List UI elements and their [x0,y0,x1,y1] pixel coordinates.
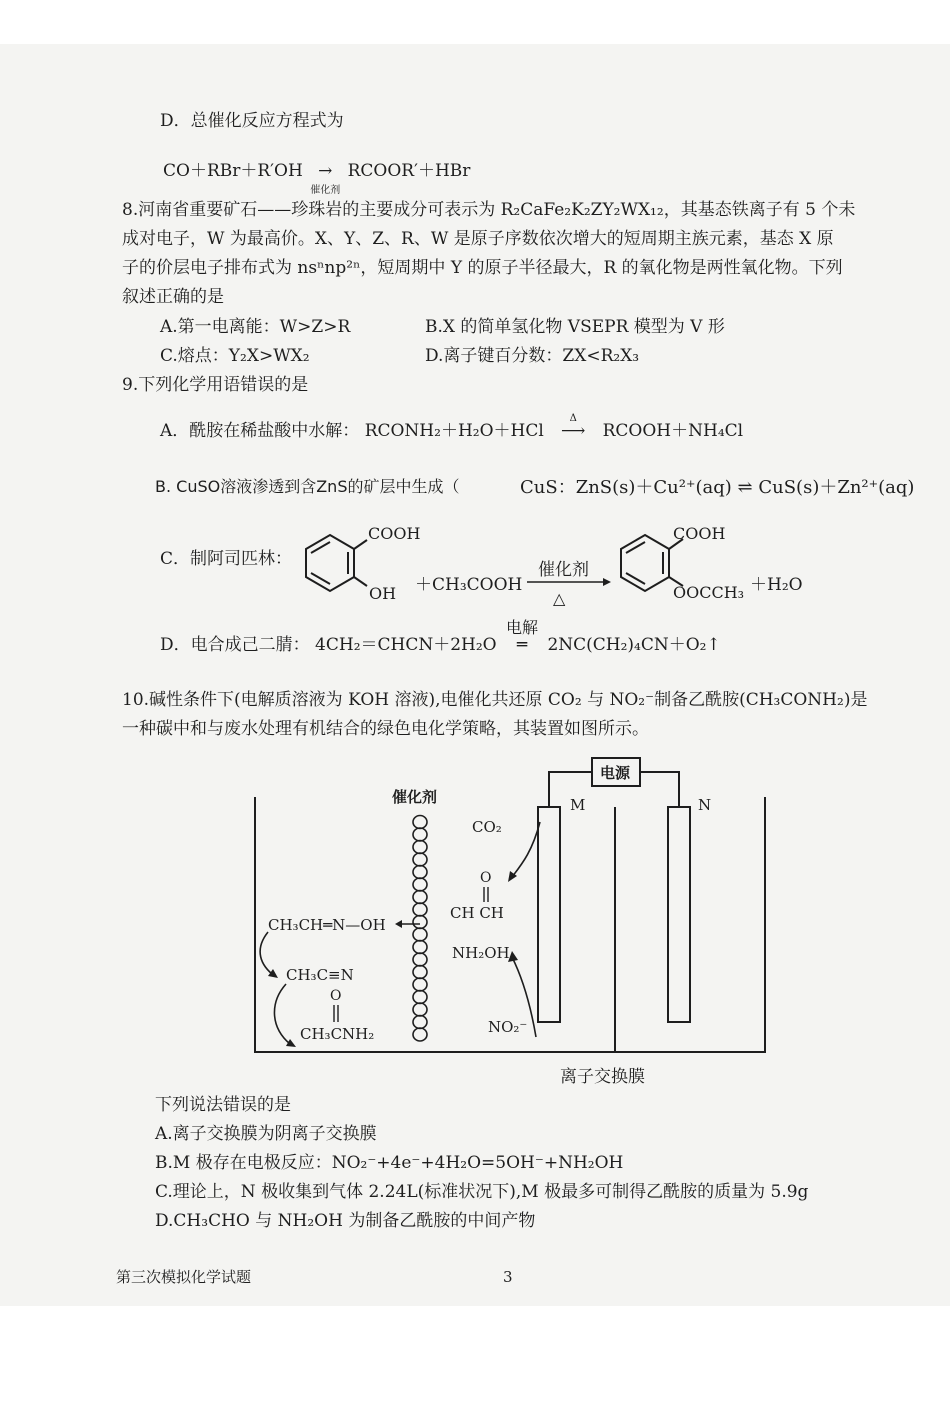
catalyst-bead [413,978,427,991]
power-source-label: 电源 [600,764,631,782]
q8-line-1: 8.河南省重要矿石——珍珠岩的主要成分可表示为 R₂CaFe₂K₂ZY₂WX₁₂，其基态铁离子有 5 个未 [122,200,856,220]
q9-b-eq-right: CuS(s)＋Zn²⁺(aq) [758,477,915,498]
q9-b-eq-left: CuS：ZnS(s)＋Cu²⁺(aq) [520,477,732,498]
aspirin-cooh: COOH [673,524,726,543]
reaction-heat: △ [553,589,566,608]
q10-line-1: 10.碱性条件下(电解质溶液为 KOH 溶液),电催化共还原 CO₂ 与 NO₂⁻制备乙酰胺(CH₃CONH₂)是 [122,690,868,710]
q10-stem: 下列说法错误的是 [155,1095,291,1115]
catalyst-bead [413,816,427,829]
q8-option-c: C.熔点：Y₂X>WX₂ [160,346,310,366]
co2-label: CO₂ [472,818,502,836]
q7-eq-arrow: → [318,161,333,181]
q10-option-c: C.理论上，N 极收集到气体 2.24L(标准状况下),M 极最多可制得乙酰胺的质量为 5.9g [155,1182,809,1202]
salicylic-oh: OH [369,584,397,603]
electrode-m-label: M [570,796,586,814]
electrolysis-apparatus-figure [240,752,780,1092]
reaction-catalyst: 催化剂 [538,560,589,580]
q9-a-eq-right: RCOOH＋NH₄Cl [602,421,744,441]
q9-option-a: A．酰胺在稀盐酸中水解： RCONH₂＋H₂O＋HCl ⟶ Δ RCOOH＋NH₄Cl [160,413,744,441]
q9-a-condition: Δ [569,413,577,424]
oxime-label: CH₃CH═N—OH [268,916,386,934]
footer-title: 第三次模拟化学试题 [116,1268,252,1286]
catalyst-bead [413,966,427,979]
q8-option-d: D.离子键百分数：ZX<R₂X₃ [425,346,640,366]
catalyst-bead [413,903,427,916]
q9-stem: 9.下列化学用语错误的是 [122,375,309,395]
q8-line-2: 成对电子，W 为最高价。X、Y、Z、R、W 是原子序数依次增大的短周期主族元素，基态 X 原 [122,229,834,249]
q7-eq-catalyst: 催化剂 [310,185,341,196]
q8-line-3: 子的价层电子排布式为 nsⁿnp²ⁿ，短周期中 Y 的原子半径最大，R 的氧化物是两性氧化物。下列 [122,258,843,278]
q10-line-2: 一种碳中和与废水处理有机结合的绿色电化学策略，其装置如图所示。 [122,719,649,739]
aspirin-oocch3: OOCCH₃ [673,583,745,602]
q10-option-b: B.M 极存在电极反应：NO₂⁻+4e⁻+4H₂O=5OH⁻+NH₂OH [155,1153,624,1173]
catalyst-bead [413,1003,427,1016]
q9-d-condition: 电解 [506,618,539,637]
q8-line-4: 叙述正确的是 [122,287,224,307]
nitrile-label: CH₃C≡N [286,966,354,984]
water-product: ＋H₂O [750,575,803,595]
aldehyde-label: CH CH [450,904,504,922]
catalyst-label: 催化剂 [392,788,438,806]
q9-b-eq-arrow: ⇌ [737,477,753,498]
q7-eq-right: RCOOR′＋HBr [347,161,471,181]
catalyst-bead [413,928,427,941]
electrode-n [668,807,690,1022]
catalyst-bead [413,941,427,954]
page-number: 3 [503,1268,513,1286]
catalyst-bead [413,841,427,854]
aspirin-synthesis-scheme [295,512,815,622]
catalyst-bead [413,891,427,904]
q7-eq-left: CO＋RBr＋R′OH [163,161,303,181]
nitrite-label: NO₂⁻ [488,1018,528,1036]
q8-option-a: A.第一电离能：W>Z>R [160,317,351,337]
q10-option-a: A.离子交换膜为阴离子交换膜 [155,1124,377,1144]
catalyst-beads [413,816,427,1042]
catalyst-bead [413,1028,427,1041]
q9-a-eq-left: RCONH₂＋H₂O＋HCl [364,421,544,441]
catalyst-bead [413,866,427,879]
q9-a-label: A．酰胺在稀盐酸中水解： [160,421,360,441]
q7-option-d: D．总催化反应方程式为 [160,111,344,131]
q8-option-b: B.X 的简单氢化物 VSEPR 模型为 V 形 [425,317,725,337]
q10-option-d: D.CH₃CHO 与 NH₂OH 为制备乙酰胺的中间产物 [155,1211,536,1231]
q9-d-eq-right: 2NC(CH₂)₄CN＋O₂↑ [547,635,721,655]
electrode-n-label: N [698,796,712,814]
q9-b-label: B. CuSO溶液渗透到含ZnS的矿层中生成（ [155,477,460,496]
catalyst-bead [413,1016,427,1029]
catalyst-bead [413,991,427,1004]
acetic-acid-reagent: ＋CH₃COOH [415,575,523,595]
nh2oh-label: NH₂OH [452,944,510,962]
membrane-caption: 离子交换膜 [560,1067,645,1087]
catalyst-bead [413,828,427,841]
salicylic-acid-ring [306,535,367,591]
catalyst-bead [413,853,427,866]
catalyst-bead [413,878,427,891]
q9-d-label: D．电合成己二腈： [160,635,310,655]
salicylic-cooh: COOH [368,524,421,543]
q9-option-d: D．电合成己二腈： 4CH₂＝CHCN＋2H₂O ═ 电解 2NC(CH₂)₄CN＋O₂↑ [160,630,721,655]
amide-oxygen: O [330,988,342,1004]
q7-equation [163,156,471,196]
aldehyde-oxygen: O [480,870,492,886]
catalyst-bead [413,916,427,929]
q9-b-equation [520,473,914,499]
catalyst-bead [413,953,427,966]
exam-page [0,44,950,1306]
amide-label: CH₃CNH₂ [300,1025,375,1043]
q9-d-eq-left: 4CH₂＝CHCN＋2H₂O [315,635,497,655]
electrode-m [538,807,560,1022]
q9-c-label: C．制阿司匹林： [160,549,293,569]
